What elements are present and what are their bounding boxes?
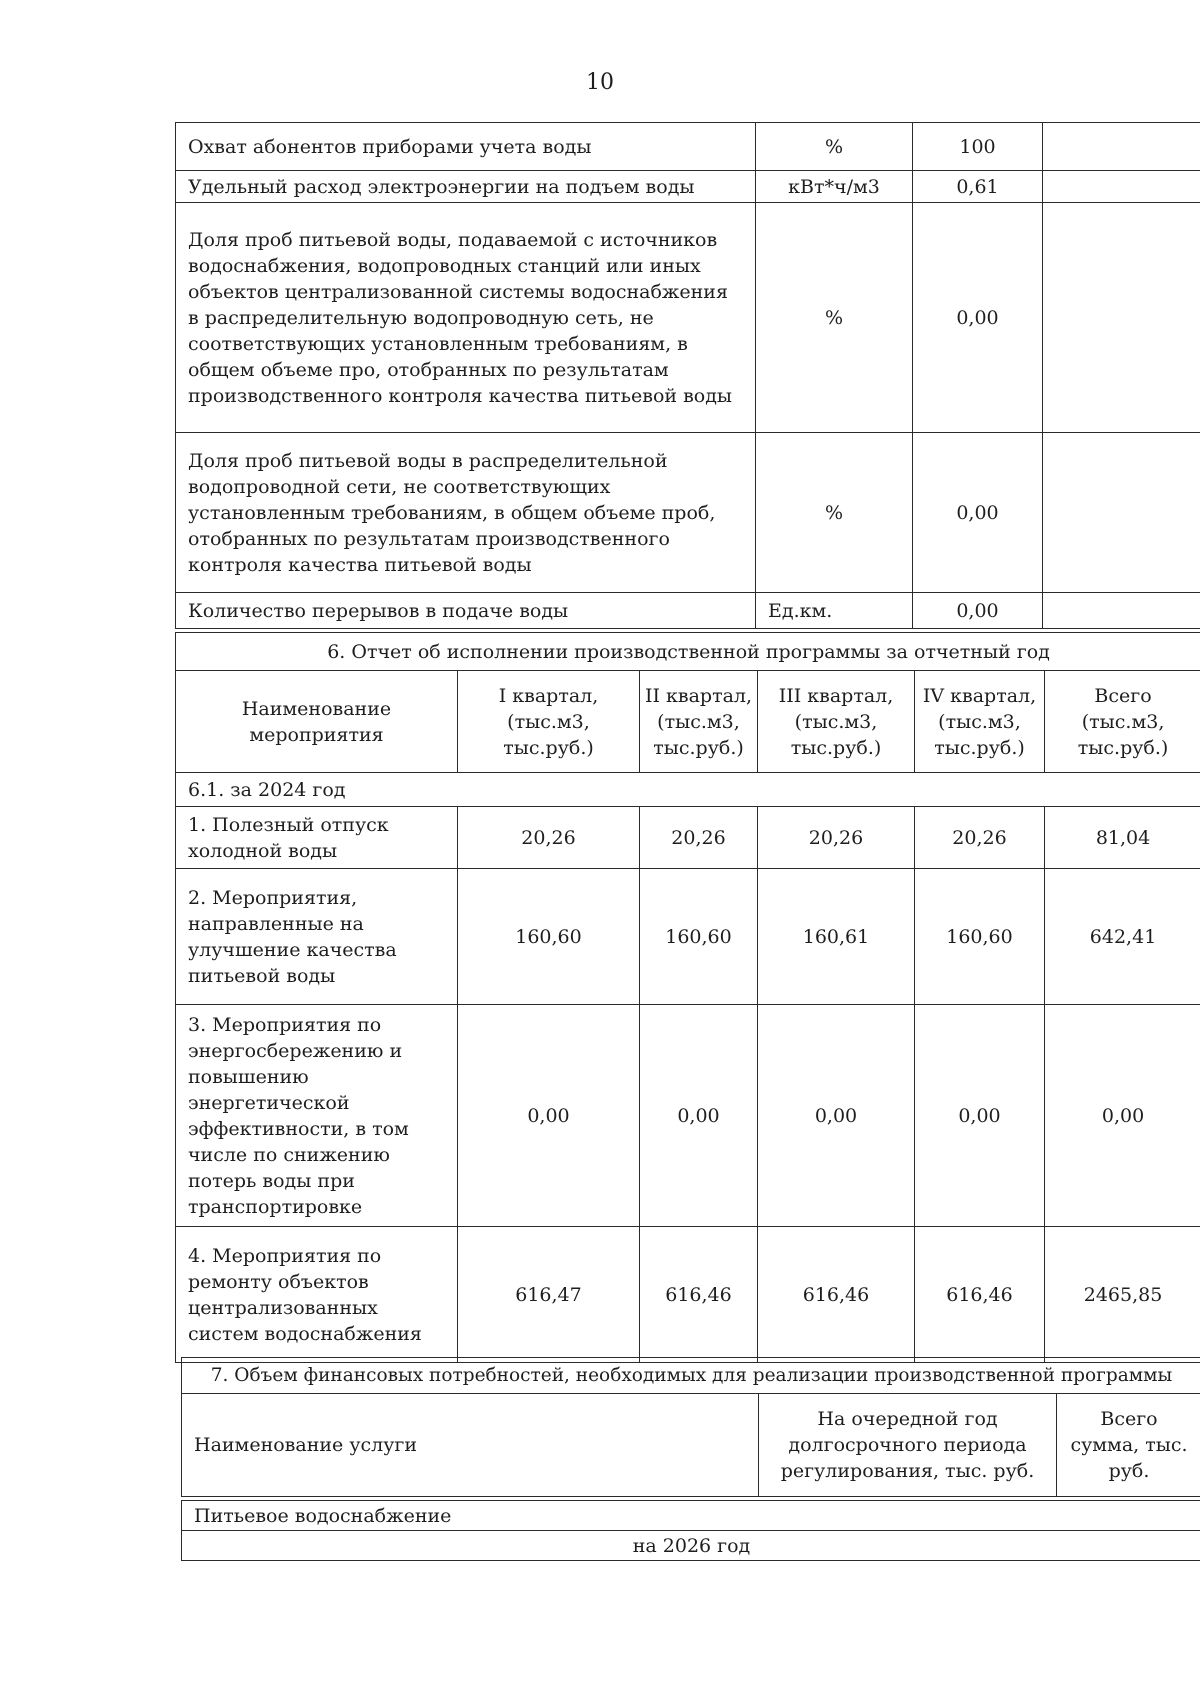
table-header-row [176,671,1200,773]
table-row [176,1227,1200,1363]
table-row [176,123,1200,171]
indicator-unit: кВт*ч/м3 [756,171,913,203]
table-row [176,593,1200,629]
indicator-unit: % [756,203,913,433]
indicator-value: 0,61 [913,171,1043,203]
value-q3: 20,26 [758,807,915,869]
table-row [176,171,1200,203]
indicator-name: Доля проб питьевой воды в распределительной водопроводной сети, не соответствующих установленным требованиям, в общем объеме проб, отобранных по результатам производственного контроля качества питьевой воды [176,433,756,593]
table-row [176,433,1200,593]
value-q4: 160,60 [915,869,1045,1005]
table-row [176,203,1200,433]
value-q4: 20,26 [915,807,1045,869]
value-q3: 0,00 [758,1005,915,1227]
indicator-empty-cell [1043,171,1200,203]
value-q2: 616,46 [640,1227,758,1363]
column-header: Всего (тыс.м3, тыс.руб.) [1045,671,1200,773]
column-header: Наименование услуги [182,1394,759,1497]
section6-table [175,632,1200,1363]
measure-name: 3. Мероприятия по энергосбережению и повышению энергетической эффективности, в том числе по снижению потерь воды при транспортировке [176,1005,458,1227]
value-q2: 0,00 [640,1005,758,1227]
indicator-value: 0,00 [913,593,1043,629]
indicators-table [175,122,1200,629]
table-row [182,1531,1200,1561]
value-q1: 20,26 [458,807,640,869]
section7-table [181,1357,1200,1497]
indicator-name: Доля проб питьевой воды, подаваемой с источников водоснабжения, водопроводных станций или иных объектов централизованной системы водоснабжения в распределительную водопроводную сеть, не соответствующих установленным требованиям, в общем объеме про, отобранных по результатам производственного контроля качества питьевой воды [176,203,756,433]
table-row [176,807,1200,869]
indicator-name: Количество перерывов в подаче воды [176,593,756,629]
column-header: На очередной год долгосрочного периода регулирования, тыс. руб. [759,1394,1057,1497]
indicator-unit: Ед.км. [756,593,913,629]
section7-title: 7. Объем финансовых потребностей, необходимых для реализации производственной программы [182,1358,1200,1394]
table-row [182,1501,1200,1531]
table-row [182,1358,1200,1394]
value-q3: 160,61 [758,869,915,1005]
value-q1: 0,00 [458,1005,640,1227]
table-row [176,633,1200,671]
indicator-unit: % [756,123,913,171]
indicator-value: 0,00 [913,203,1043,433]
value-total: 642,41 [1045,869,1200,1005]
measure-name: 2. Мероприятия, направленные на улучшение качества питьевой воды [176,869,458,1005]
table-header-row [182,1394,1200,1497]
table-row [176,869,1200,1005]
value-q2: 160,60 [640,869,758,1005]
service-name: Питьевое водоснабжение [182,1501,1200,1531]
table-row [176,773,1200,807]
measure-name: 4. Мероприятия по ремонту объектов централизованных систем водоснабжения [176,1227,458,1363]
indicator-value: 100 [913,123,1043,171]
value-q3: 616,46 [758,1227,915,1363]
value-total: 0,00 [1045,1005,1200,1227]
table-row [176,1005,1200,1227]
column-header: IV квартал, (тыс.м3, тыс.руб.) [915,671,1045,773]
value-q1: 616,47 [458,1227,640,1363]
indicator-empty-cell [1043,593,1200,629]
section6-title: 6. Отчет об исполнении производственной программы за отчетный год [176,633,1200,671]
value-q1: 160,60 [458,869,640,1005]
section7-rows-table [181,1500,1200,1561]
indicator-empty-cell [1043,203,1200,433]
value-total: 81,04 [1045,807,1200,869]
value-q4: 616,46 [915,1227,1045,1363]
indicator-value: 0,00 [913,433,1043,593]
measure-name: 1. Полезный отпуск холодной воды [176,807,458,869]
section6-subtitle: 6.1. за 2024 год [176,773,1200,807]
value-q4: 0,00 [915,1005,1045,1227]
column-header: III квартал, (тыс.м3, тыс.руб.) [758,671,915,773]
value-total: 2465,85 [1045,1227,1200,1363]
column-header: Всего сумма, тыс. руб. [1057,1394,1200,1497]
column-header: Наименование мероприятия [176,671,458,773]
column-header: II квартал, (тыс.м3, тыс.руб.) [640,671,758,773]
year-row: на 2026 год [182,1531,1200,1561]
indicator-name: Удельный расход электроэнергии на подъем воды [176,171,756,203]
indicator-empty-cell [1043,433,1200,593]
value-q2: 20,26 [640,807,758,869]
indicator-unit: % [756,433,913,593]
indicator-empty-cell [1043,123,1200,171]
column-header: I квартал, (тыс.м3, тыс.руб.) [458,671,640,773]
indicator-name: Охват абонентов приборами учета воды [176,123,756,171]
page-number: 10 [586,70,614,95]
